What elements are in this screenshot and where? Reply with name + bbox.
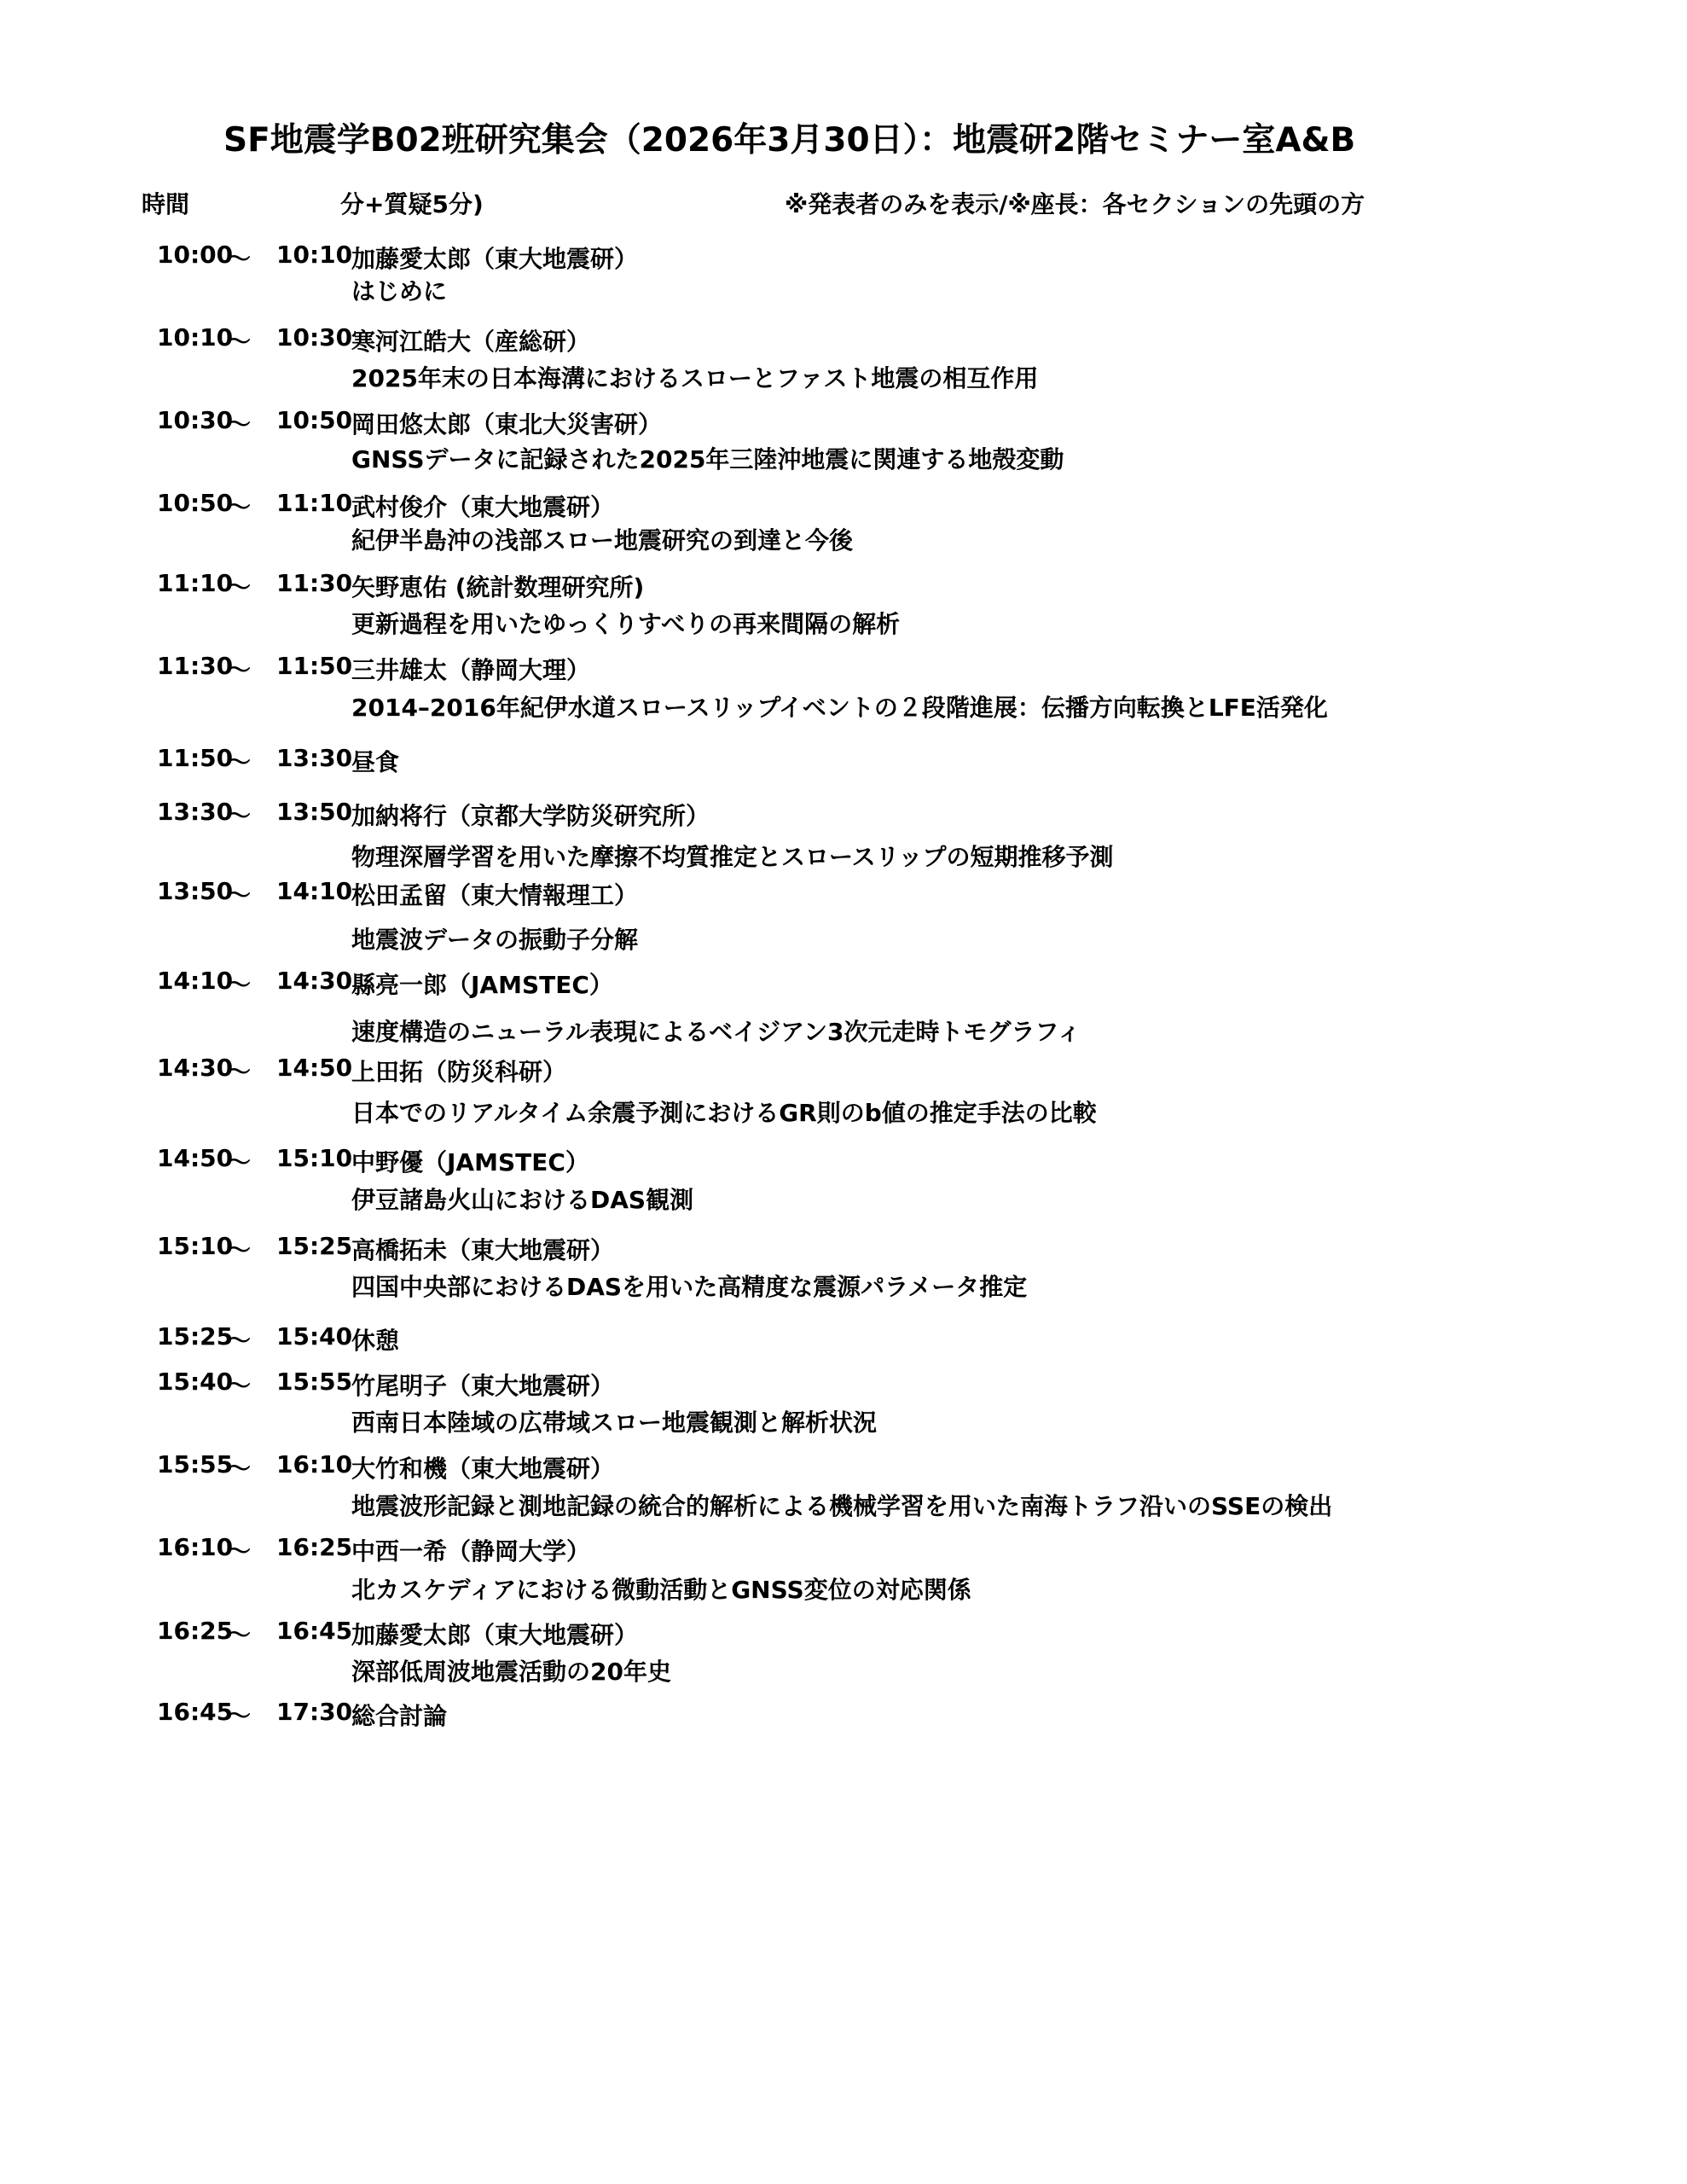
display-note: ※発表者のみを表示/※座長：各セクションの先頭の方 (785, 190, 1365, 218)
start-time: 14:30 (157, 1054, 234, 1082)
talk-title: 地震波データの振動子分解 (351, 926, 639, 954)
start-time: 13:30 (157, 798, 234, 826)
end-time: 10:50 (276, 406, 353, 434)
end-time: 16:10 (276, 1450, 353, 1478)
speaker: 大竹和機（東大地震研） (351, 1455, 615, 1483)
time-separator: ～ (227, 1236, 252, 1264)
time-separator: ～ (227, 1455, 252, 1483)
talk-title: 物理深層学習を用いた摩擦不均質推定とスロースリップの短期推移予測 (351, 843, 1114, 871)
speaker: 休憩 (351, 1327, 400, 1355)
format-note: 分+質疑5分) (340, 190, 484, 218)
start-time: 10:10 (157, 323, 234, 351)
time-separator: ～ (227, 493, 252, 521)
time-column-header: 時間 (142, 190, 190, 218)
speaker: 昼食 (351, 748, 400, 776)
time-separator: ～ (227, 328, 252, 356)
start-time: 16:10 (157, 1533, 234, 1561)
time-separator: ～ (227, 971, 252, 999)
start-time: 15:55 (157, 1450, 234, 1478)
speaker: 寒河江皓大（産総研） (351, 328, 591, 356)
talk-title: 西南日本陸域の広帯域スロー地震観測と解析状況 (351, 1409, 878, 1437)
end-time: 11:30 (276, 569, 353, 597)
time-separator: ～ (227, 573, 252, 601)
speaker: 竹尾明子（東大地震研） (351, 1372, 615, 1400)
time-separator: ～ (227, 1702, 252, 1730)
start-time: 15:10 (157, 1232, 234, 1260)
end-time: 11:50 (276, 652, 353, 680)
end-time: 10:30 (276, 323, 353, 351)
time-separator: ～ (227, 748, 252, 776)
talk-title: はじめに (351, 277, 448, 305)
talk-title: 速度構造のニューラル表現によるベイジアン3次元走時トモグラフィ (351, 1018, 1081, 1046)
talk-title: 紀伊半島沖の浅部スロー地震研究の到達と今後 (351, 526, 854, 555)
time-separator: ～ (227, 1621, 252, 1649)
speaker: 武村俊介（東大地震研） (351, 493, 615, 521)
talk-title: 2025年末の日本海溝におけるスローとファスト地震の相互作用 (351, 364, 1039, 392)
time-separator: ～ (227, 1327, 252, 1355)
talk-title: 地震波形記録と測地記録の統合的解析による機械学習を用いた南海トラフ沿いのSSEの検出 (351, 1492, 1333, 1520)
talk-title: 2014–2016年紀伊水道スロースリップイベントの２段階進展：伝播方向転換とLFE活発化 (351, 694, 1328, 722)
start-time: 11:10 (157, 569, 234, 597)
end-time: 16:25 (276, 1533, 353, 1561)
time-separator: ～ (227, 802, 252, 830)
speaker: 高橋拓未（東大地震研） (351, 1236, 615, 1264)
end-time: 14:50 (276, 1054, 353, 1082)
time-separator: ～ (227, 1537, 252, 1565)
speaker: 加藤愛太郎（東大地震研） (351, 1621, 639, 1649)
end-time: 14:30 (276, 967, 353, 995)
speaker: 松田孟留（東大情報理工） (351, 881, 639, 909)
end-time: 13:30 (276, 744, 353, 772)
talk-title: 更新過程を用いたゆっくりすべりの再来間隔の解析 (351, 610, 901, 638)
start-time: 10:30 (157, 406, 234, 434)
speaker: 三井雄太（静岡大理） (351, 656, 591, 684)
page-title: SF地震学B02班研究集会（2026年3月30日）：地震研2階セミナー室A&B (223, 121, 1356, 160)
end-time: 13:50 (276, 798, 353, 826)
speaker: 岡田悠太郎（東北大災害研） (351, 410, 663, 439)
start-time: 10:00 (157, 241, 234, 269)
start-time: 11:30 (157, 652, 234, 680)
end-time: 15:55 (276, 1368, 353, 1396)
time-separator: ～ (227, 881, 252, 909)
speaker: 矢野恵佑 (統計数理研究所) (351, 573, 645, 601)
talk-title: 北カスケディアにおける微動活動とGNSS変位の対応関係 (351, 1576, 971, 1604)
start-time: 15:40 (157, 1368, 234, 1396)
speaker: 縣亮一郎（JAMSTEC） (351, 971, 613, 999)
time-separator: ～ (227, 1372, 252, 1400)
end-time: 17:30 (276, 1698, 353, 1726)
speaker: 中野優（JAMSTEC） (351, 1148, 589, 1176)
end-time: 11:10 (276, 489, 353, 517)
start-time: 11:50 (157, 744, 234, 772)
start-time: 14:50 (157, 1144, 234, 1172)
end-time: 15:25 (276, 1232, 353, 1260)
speaker: 総合討論 (351, 1702, 448, 1730)
speaker: 加藤愛太郎（東大地震研） (351, 245, 639, 273)
start-time: 16:25 (157, 1617, 234, 1645)
speaker: 上田拓（防災科研） (351, 1058, 567, 1086)
start-time: 14:10 (157, 967, 234, 995)
end-time: 15:40 (276, 1322, 353, 1350)
end-time: 15:10 (276, 1144, 353, 1172)
talk-title: 伊豆諸島火山におけるDAS観測 (351, 1186, 694, 1214)
time-separator: ～ (227, 656, 252, 684)
time-separator: ～ (227, 245, 252, 273)
start-time: 16:45 (157, 1698, 234, 1726)
talk-title: 日本でのリアルタイム余震予測におけるGR則のb値の推定手法の比較 (351, 1099, 1097, 1127)
end-time: 16:45 (276, 1617, 353, 1645)
time-separator: ～ (227, 1148, 252, 1176)
time-separator: ～ (227, 410, 252, 439)
talk-title: GNSSデータに記録された2025年三陸沖地震に関連する地殻変動 (351, 445, 1064, 473)
talk-title: 四国中央部におけるDASを用いた高精度な震源パラメータ推定 (351, 1273, 1028, 1301)
talk-title: 深部低周波地震活動の20年史 (351, 1658, 671, 1686)
start-time: 13:50 (157, 877, 234, 905)
end-time: 10:10 (276, 241, 353, 269)
end-time: 14:10 (276, 877, 353, 905)
start-time: 10:50 (157, 489, 234, 517)
speaker: 加納将行（京都大学防災研究所） (351, 802, 710, 830)
start-time: 15:25 (157, 1322, 234, 1350)
speaker: 中西一希（静岡大学） (351, 1537, 591, 1565)
time-separator: ～ (227, 1058, 252, 1086)
